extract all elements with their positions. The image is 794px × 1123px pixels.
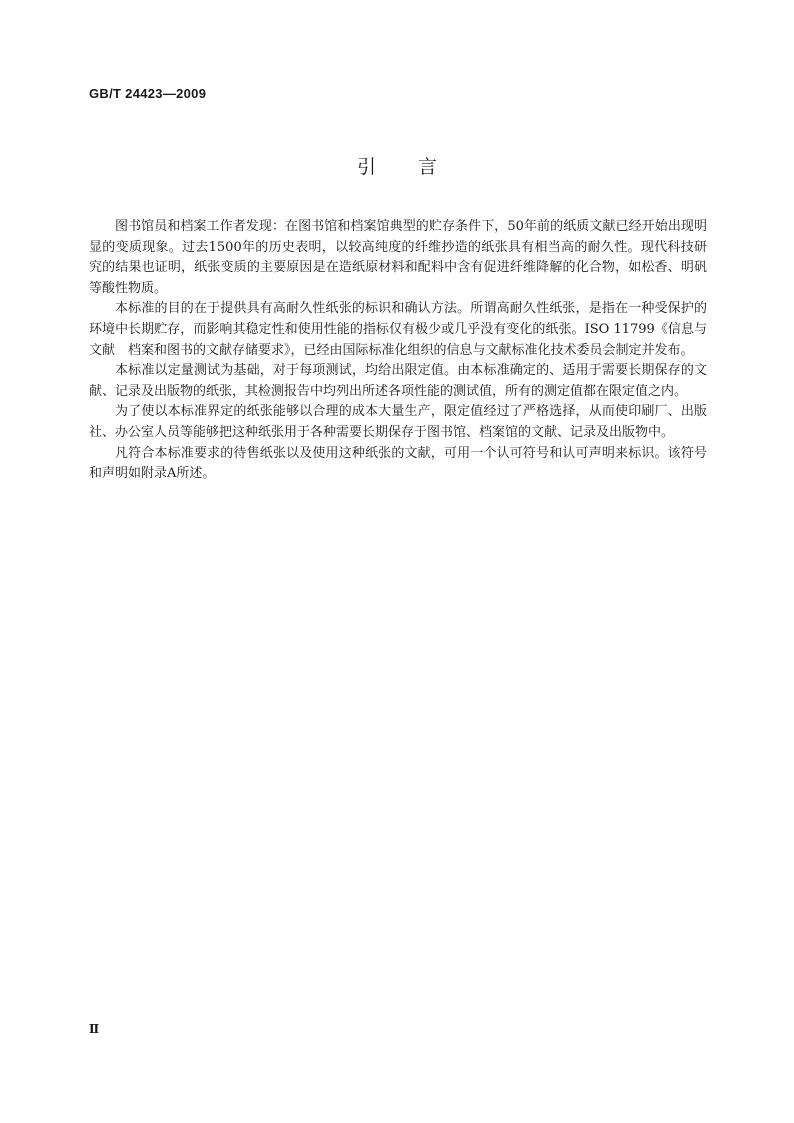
paragraph: 凡符合本标准要求的待售纸张以及使用这种纸张的文献，可用一个认可符号和认可声明来标识。该符号和声明如附录A所述。: [89, 445, 707, 482]
paragraph: 本标准以定量测试为基础，对于每项测试，均给出限定值。由本标准确定的、适用于需要长期保存的文献、记录及出版物的纸张，其检测报告中均列出所述各项性能的测试值，所有的测定值都在限定值之内。: [89, 363, 707, 399]
paragraph: 图书馆员和档案工作者发现：在图书馆和档案馆典型的贮存条件下，50年前的纸质文献已经开始出现明显的变质现象。过去1500年的历史表明，以较高纯度的纤维抄造的纸张具有相当高的耐久性。现代科技研究的结果也证明，纸张变质的主要原因是在造纸原材料和配料中含有促进纤维降解的化合物，如松香、明矾等酸性物质。: [89, 219, 707, 296]
paragraph: 为了使以本标准界定的纸张能够以合理的成本大量生产，限定值经过了严格选择，从而使印刷厂、出版社、办公室人员等能够把这种纸张用于各种需要长期保存于图书馆、档案馆的文献、记录及出版物中。: [89, 404, 707, 440]
page-title: 引言: [356, 156, 479, 178]
introduction-body: [89, 217, 707, 485]
standard-code: GB/T 24423—2009: [89, 86, 207, 101]
paragraph: 本标准的目的在于提供具有高耐久性纸张的标识和确认方法。所谓高耐久性纸张，是指在一种受保护的环境中长期贮存，而影响其稳定性和使用性能的指标仅有极少或几乎没有变化的纸张。ISO 11799《信息与文献 档案和图书的文献存储要求》，已经由国际标准化组织的信息与文献标准化技术委员会制定并发布。: [89, 301, 707, 358]
page-number: Ⅱ: [89, 1022, 100, 1036]
